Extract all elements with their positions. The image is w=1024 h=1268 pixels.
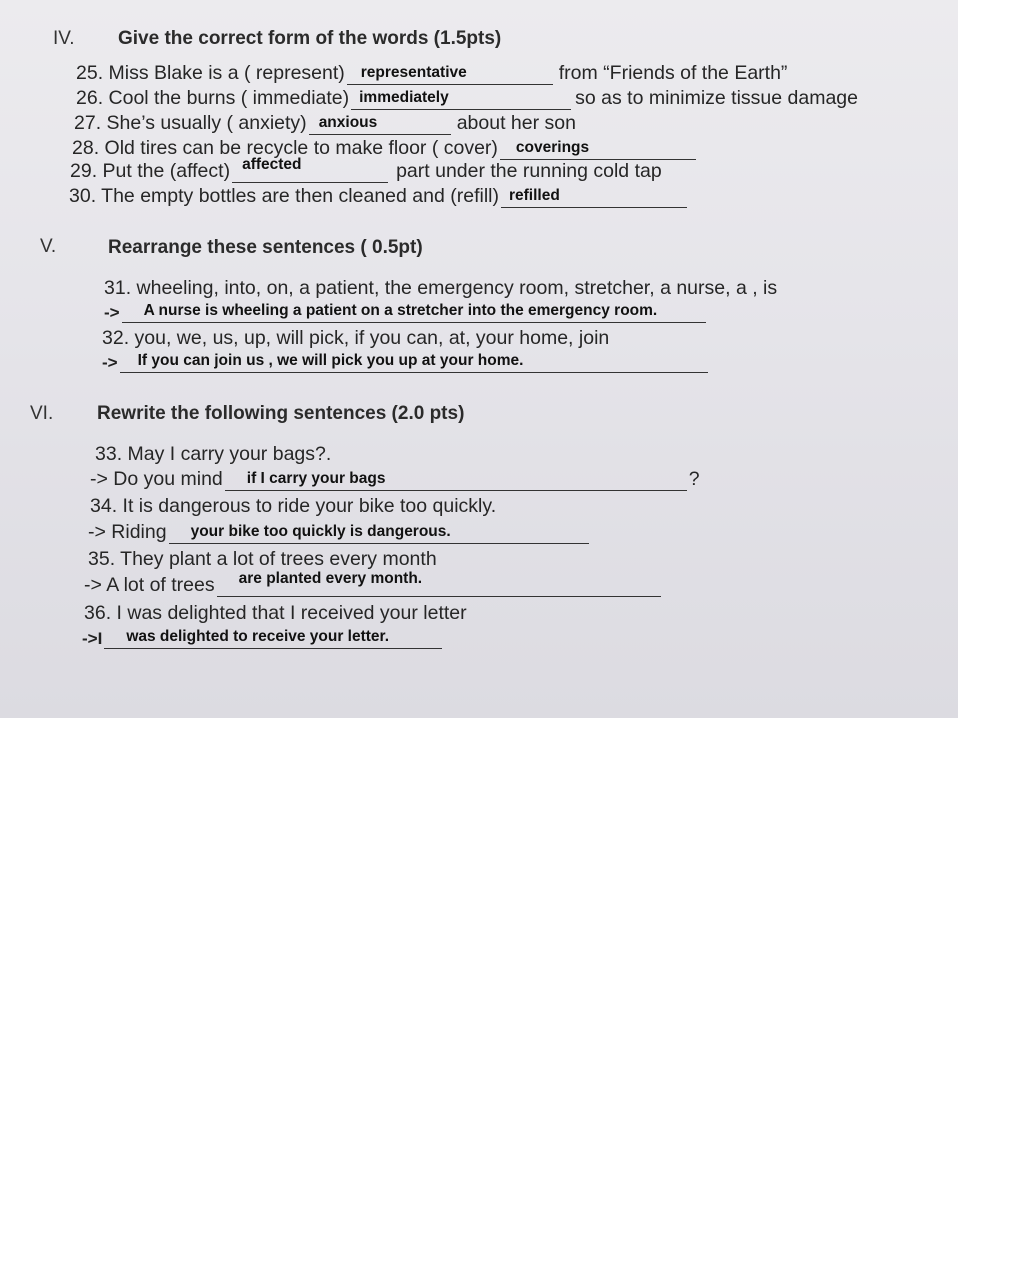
question-36-blank[interactable] <box>104 628 442 649</box>
section-vi-title: Rewrite the following sentences (2.0 pts) <box>97 403 465 424</box>
question-31-answer: A nurse is wheeling a patient on a stretcher into the emergency room. <box>143 302 658 319</box>
question-34-answer-line <box>88 521 591 544</box>
question-30-blank[interactable] <box>501 187 687 208</box>
question-26-answer: immediately <box>359 89 449 106</box>
question-32-answer-line <box>102 352 710 373</box>
question-28-text: 28. Old tires can be recycle to make floor ( cover) <box>72 137 498 159</box>
question-34-stem: -> Riding <box>88 521 167 543</box>
question-25-answer: representative <box>360 64 467 81</box>
arrow-icon: -> <box>104 303 120 322</box>
section-iv-number: IV. <box>53 28 75 49</box>
section-v-number: V. <box>40 236 57 257</box>
section-iv-title: Give the correct form of the words (1.5pts) <box>118 28 502 49</box>
question-32-answer: If you can join us , we will pick you up at your home. <box>137 352 524 369</box>
question-34-answer: your bike too quickly is dangerous. <box>190 523 451 540</box>
question-25-tail: from “Friends of the Earth” <box>558 62 788 84</box>
question-36-prompt: 36. I was delighted that I received your letter <box>84 602 467 624</box>
question-35-blank[interactable] <box>217 570 661 597</box>
question-28-answer: coverings <box>515 139 590 156</box>
question-29-tail: part under the running cold tap <box>396 160 662 182</box>
question-30-text: 30. The empty bottles are then cleaned and (refill) <box>69 185 499 207</box>
question-34-blank[interactable] <box>169 523 589 544</box>
question-26 <box>76 87 858 110</box>
question-27-blank[interactable] <box>309 114 451 135</box>
question-35-answer-line <box>84 570 663 597</box>
question-33-answer-line <box>90 468 700 491</box>
question-29-blank[interactable] <box>232 156 388 183</box>
question-25 <box>76 62 787 85</box>
question-31-answer-line <box>104 302 708 323</box>
question-30-answer: refilled <box>508 187 560 204</box>
question-29-answer: affected <box>242 156 302 173</box>
question-31-blank[interactable] <box>122 302 706 323</box>
question-36-answer-line <box>82 628 444 649</box>
question-29-text: 29. Put the (affect) <box>70 160 231 182</box>
question-36-answer: was delighted to receive your letter. <box>126 628 390 645</box>
question-mark: ? <box>688 468 700 490</box>
question-33-prompt: 33. May I carry your bags?. <box>95 443 332 465</box>
arrow-icon: -> <box>102 353 118 372</box>
question-31-prompt: 31. wheeling, into, on, a patient, the emergency room, stretcher, a nurse, a , is <box>104 277 778 299</box>
question-33-blank[interactable] <box>225 470 687 491</box>
question-27 <box>74 112 576 135</box>
question-32-prompt: 32. you, we, us, up, will pick, if you can, at, your home, join <box>102 327 610 349</box>
question-27-answer: anxious <box>318 114 378 131</box>
question-30 <box>69 185 689 208</box>
question-25-text: 25. Miss Blake is a ( represent) <box>76 62 345 84</box>
question-35-answer: are planted every month. <box>238 570 423 587</box>
section-v-title: Rearrange these sentences ( 0.5pt) <box>108 237 423 258</box>
question-27-text: 27. She’s usually ( anxiety) <box>74 112 307 134</box>
question-25-blank[interactable] <box>347 64 553 85</box>
question-35-stem: -> A lot of trees <box>84 574 215 596</box>
question-32-blank[interactable] <box>120 352 708 373</box>
question-34-prompt: 34. It is dangerous to ride your bike too quickly. <box>90 495 497 517</box>
question-26-tail: so as to minimize tissue damage <box>575 87 858 109</box>
question-36-stem: ->I <box>82 629 103 648</box>
question-26-text: 26. Cool the burns ( immediate) <box>76 87 350 109</box>
question-28-blank[interactable] <box>500 139 696 160</box>
question-33-answer: if I carry your bags <box>246 470 386 487</box>
question-33-stem: -> Do you mind <box>90 468 223 490</box>
question-27-tail: about her son <box>456 112 576 134</box>
question-26-blank[interactable] <box>351 89 571 110</box>
question-29 <box>70 156 662 183</box>
question-35-prompt: 35. They plant a lot of trees every month <box>88 548 437 570</box>
section-vi-number: VI. <box>30 403 54 424</box>
